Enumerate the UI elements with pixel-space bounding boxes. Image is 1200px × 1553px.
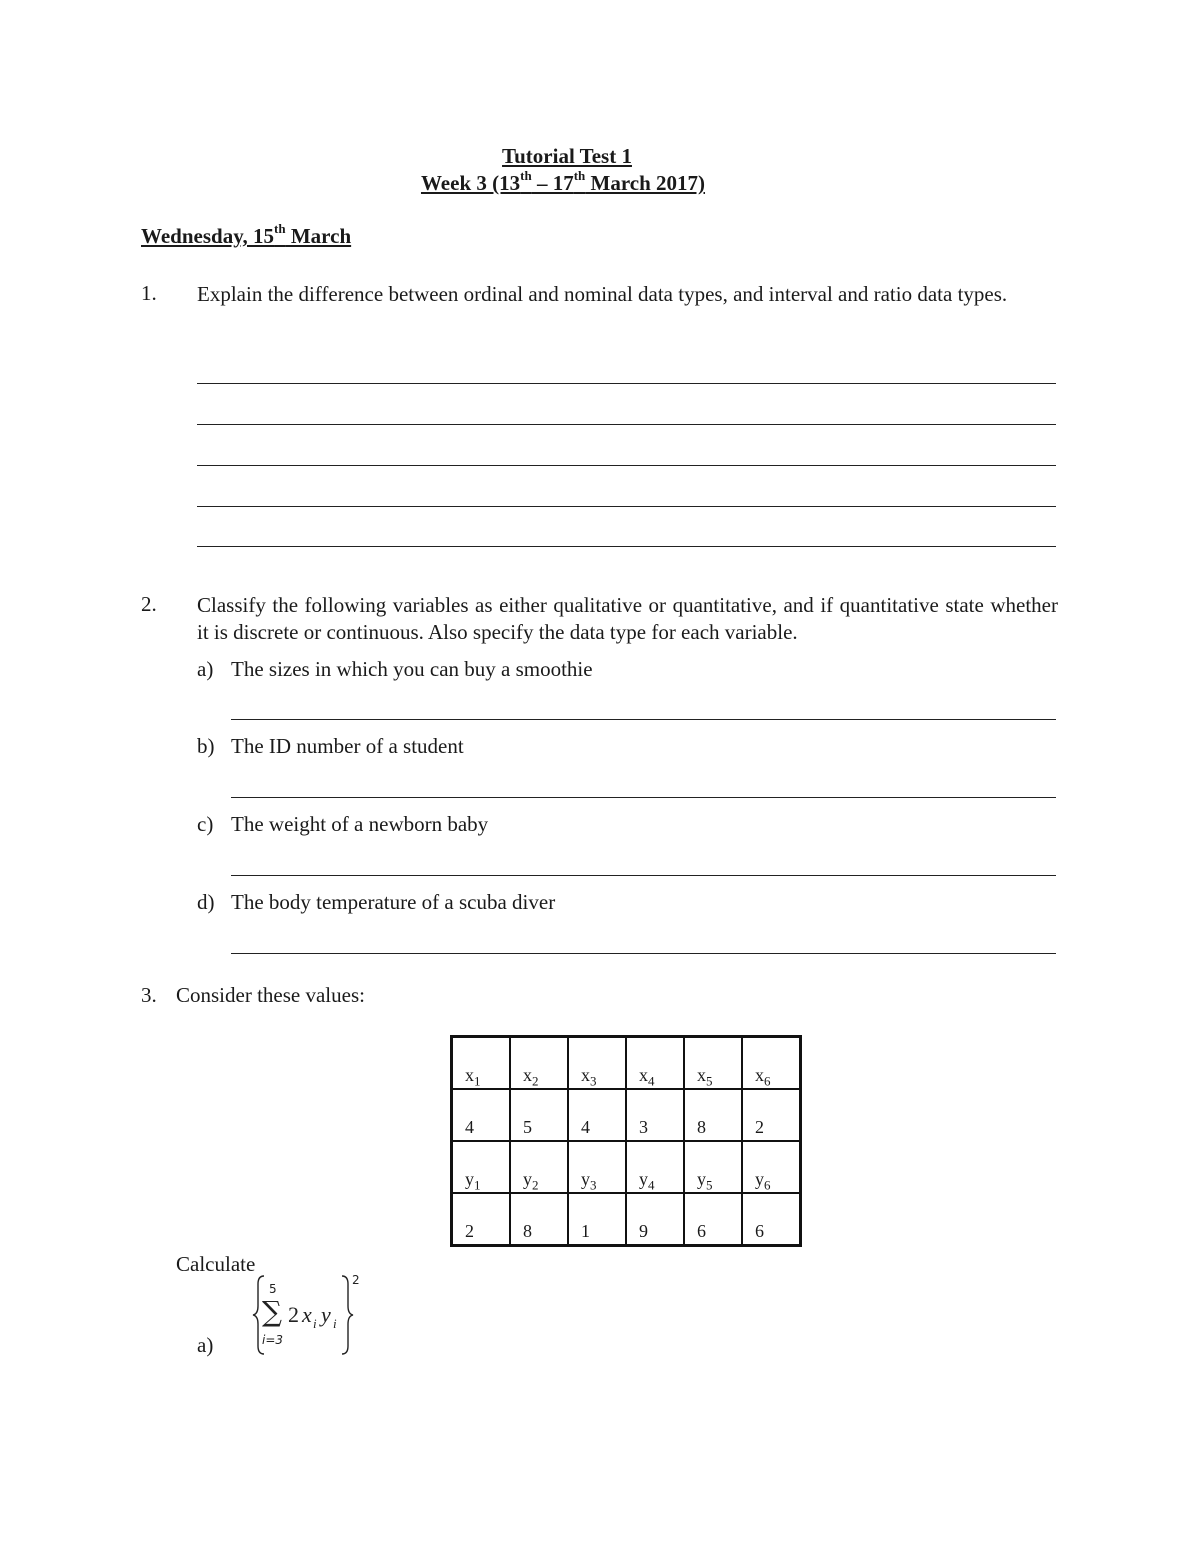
item-text: The weight of a newborn baby <box>231 812 489 836</box>
answer-line-q2-d[interactable] <box>231 953 1056 954</box>
answer-line-q1-3[interactable] <box>197 465 1056 466</box>
summation-formula <box>252 1270 392 1360</box>
question-2-number: 2. <box>141 592 157 616</box>
subtitle-suffix: March 2017) <box>585 171 706 195</box>
question-2-item-b <box>197 734 464 759</box>
table-cell-y-label: $y_1$ <box>452 1141 511 1193</box>
table-cell-y-label: $y_3$ <box>568 1141 626 1193</box>
answer-line-q2-a[interactable] <box>231 719 1056 720</box>
table-cell-y-value: 6 <box>684 1193 742 1246</box>
question-2-item-a <box>197 657 593 682</box>
lower-limit: i=3 <box>262 1333 284 1347</box>
answer-line-q2-c[interactable] <box>231 875 1056 876</box>
table-cell-x-label: $x_1$ <box>452 1037 511 1090</box>
table-cell-x-value: 2 <box>742 1089 801 1141</box>
question-3-number: 3. <box>141 983 157 1007</box>
table-cell-x-label: $x_3$ <box>568 1037 626 1090</box>
item-text: The ID number of a student <box>231 734 464 758</box>
table-cell-y-label: $y_6$ <box>742 1141 801 1193</box>
answer-line-q1-4[interactable] <box>197 506 1056 507</box>
table-row-x-values <box>452 1089 801 1141</box>
question-3-text: Consider these values: <box>176 983 365 1007</box>
values-table <box>450 1035 802 1247</box>
right-brace <box>342 1276 353 1354</box>
table-cell-x-value: 3 <box>626 1089 684 1141</box>
table-cell-y-value: 1 <box>568 1193 626 1246</box>
table-cell-x-label: $x_5$ <box>684 1037 742 1090</box>
exponent: 2 <box>352 1273 360 1287</box>
answer-line-q1-5[interactable] <box>197 546 1056 547</box>
table-cell-x-value: 4 <box>568 1089 626 1141</box>
var-y: y <box>321 1302 331 1327</box>
part-a-label: a) <box>197 1333 214 1357</box>
question-1-number: 1. <box>141 281 157 305</box>
table-row-x-labels <box>452 1037 801 1090</box>
subtitle-sup-1: th <box>520 168 532 183</box>
table-cell-x-label: $x_6$ <box>742 1037 801 1090</box>
upper-limit: 5 <box>269 1282 277 1296</box>
day-heading <box>141 221 352 249</box>
item-letter: c) <box>197 812 214 836</box>
subtitle-prefix: Week 3 (13 <box>420 171 521 195</box>
table-row-y-labels <box>452 1141 801 1193</box>
item-text: The sizes in which you can buy a smoothie <box>231 657 593 681</box>
table-cell-y-label: $y_5$ <box>684 1141 742 1193</box>
calculate-label: Calculate <box>176 1252 256 1276</box>
day-heading-prefix: Wednesday, 15 <box>141 224 275 248</box>
table-cell-y-label: $y_4$ <box>626 1141 684 1193</box>
page-subtitle <box>0 168 1126 196</box>
question-2-text: Classify the following variables as either qualitative or quantitative, and if quantitative state whether it is discrete or continuous. Also specify the data type for each variable. <box>197 593 1058 644</box>
table-cell-x-value: 4 <box>452 1089 511 1141</box>
table-cell-y-label: $y_2$ <box>510 1141 568 1193</box>
item-letter: a) <box>197 657 214 681</box>
table-cell-x-value: 5 <box>510 1089 568 1141</box>
sigma-symbol: ∑ <box>262 1295 282 1328</box>
table-cell-x-value: 8 <box>684 1089 742 1141</box>
answer-line-q1-1[interactable] <box>197 383 1056 384</box>
var-y-index: i <box>333 1316 337 1331</box>
coefficient: 2 <box>288 1302 299 1327</box>
question-2-item-c <box>197 812 488 837</box>
var-x-index: i <box>313 1316 317 1331</box>
answer-line-q2-b[interactable] <box>231 797 1056 798</box>
table-cell-x-label: $x_2$ <box>510 1037 568 1090</box>
table-cell-y-value: 8 <box>510 1193 568 1246</box>
item-text: The body temperature of a scuba diver <box>231 890 556 914</box>
page-title: Tutorial Test 1 <box>502 144 632 168</box>
table-cell-x-label: $x_4$ <box>626 1037 684 1090</box>
item-letter: d) <box>197 890 215 914</box>
var-x: x <box>302 1302 312 1327</box>
table-cell-y-value: 2 <box>452 1193 511 1246</box>
subtitle-mid: – 17 <box>531 171 574 195</box>
question-2-item-d <box>197 890 555 915</box>
table-cell-y-value: 9 <box>626 1193 684 1246</box>
answer-line-q1-2[interactable] <box>197 424 1056 425</box>
table-row-y-values <box>452 1193 801 1246</box>
subtitle-sup-2: th <box>573 168 586 183</box>
table-cell-y-value: 6 <box>742 1193 801 1246</box>
item-letter: b) <box>197 734 215 758</box>
question-1-text: Explain the difference between ordinal and nominal data types, and interval and ratio data types. <box>197 282 1008 306</box>
day-heading-sup: th <box>274 221 286 236</box>
day-heading-suffix: March <box>285 224 352 248</box>
